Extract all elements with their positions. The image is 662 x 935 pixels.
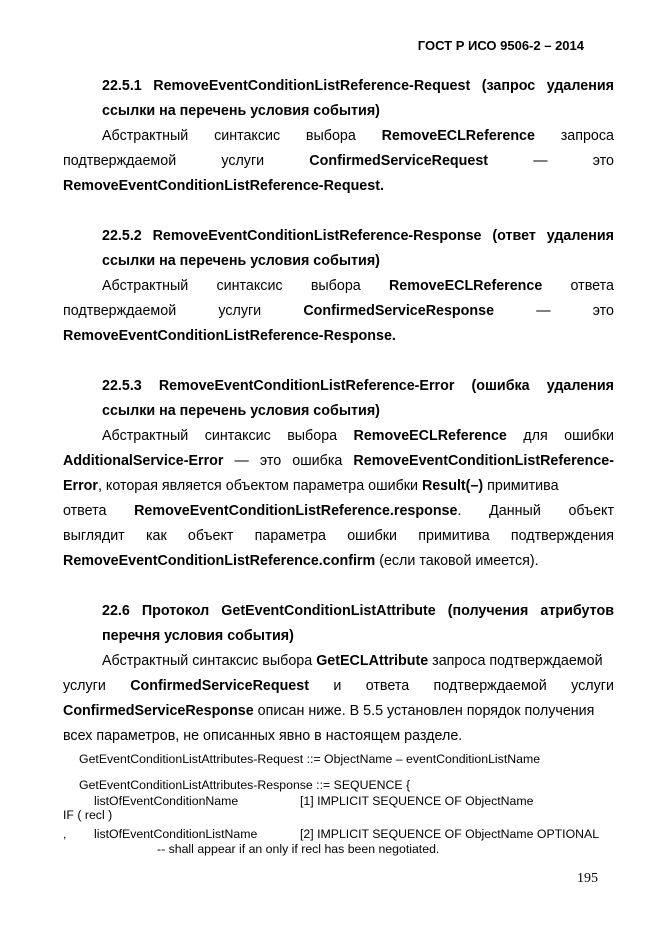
section-22-5-1-heading: 22.5.1 RemoveEventConditionListReference-Request (запрос удаления [102, 78, 614, 94]
section-22-6-body-line2: услуги ConfirmedServiceRequest и ответа подтверждаемой услуги [63, 678, 614, 694]
section-22-6-body-line4: всех параметров, не описанных явно в настоящем разделе. [63, 728, 463, 744]
asn1-separator: , [63, 827, 67, 841]
section-22-5-3-body-line4: ответа RemoveEventConditionListReference.response. Данный объект [63, 503, 614, 519]
section-22-5-3-body-line6: RemoveEventConditionListReference.confirm (если таковой имеется). [63, 553, 539, 569]
asn1-request-definition: GetEventConditionListAttributes-Request ::= ObjectName – eventConditionListName [79, 752, 541, 766]
section-22-5-2-body-line3: RemoveEventConditionListReference-Response. [63, 328, 396, 344]
section-22-5-2-heading-cont: ссылки на перечень условия события) [102, 253, 380, 269]
section-22-5-1-body: Абстрактный синтаксис выбора RemoveECLReference запроса [102, 128, 614, 144]
section-22-5-2-heading: 22.5.2 RemoveEventConditionListReference-Response (ответ удаления [102, 228, 614, 244]
section-22-5-1-body-line3: RemoveEventConditionListReference-Request. [63, 178, 384, 194]
section-22-6-heading: 22.6 Протокол GetEventConditionListAttribute (получения атрибутов [102, 603, 614, 619]
section-22-5-3-body-line2: AdditionalService-Error — это ошибка RemoveEventConditionListReference- [63, 453, 614, 469]
section-22-6-body-line3: ConfirmedServiceResponse описан ниже. В 5.5 установлен порядок получения [63, 703, 595, 719]
section-22-5-1-heading-cont: ссылки на перечень условия события) [102, 103, 380, 119]
standard-header: ГОСТ Р ИСО 9506-2 – 2014 [417, 38, 584, 53]
section-22-5-2-body-line2: подтверждаемой услуги ConfirmedServiceResponse — это [63, 303, 614, 319]
section-22-5-3-body: Абстрактный синтаксис выбора RemoveECLReference для ошибки [102, 428, 614, 444]
asn1-response-definition: GetEventConditionListAttributes-Response ::= SEQUENCE { [79, 778, 411, 792]
asn1-field-name: listOfEventConditionName [94, 794, 239, 808]
section-22-5-3-body-line3: Error, которая является объектом параметра ошибки Result(–) примитива [63, 478, 559, 494]
section-22-5-3-heading-cont: ссылки на перечень условия события) [102, 403, 380, 419]
section-22-5-1-body-line2: подтверждаемой услуги ConfirmedServiceRequest — это [63, 153, 614, 169]
page-number: 195 [577, 871, 598, 886]
asn1-comment: -- shall appear if an only if recl has been negotiated. [157, 842, 440, 856]
asn1-field-name: listOfEventConditionListName [94, 827, 258, 841]
asn1-field-type: [1] IMPLICIT SEQUENCE OF ObjectName [300, 794, 534, 808]
section-22-6-heading-cont: перечня условия события) [102, 628, 294, 644]
asn1-field-type: [2] IMPLICIT SEQUENCE OF ObjectName OPTIONAL [300, 827, 600, 841]
asn1-condition: IF ( recl ) [63, 808, 113, 822]
section-22-5-3-body-line5: выглядит как объект параметра ошибки примитива подтверждения [63, 528, 614, 544]
section-22-5-3-heading: 22.5.3 RemoveEventConditionListReference-Error (ошибка удаления [102, 378, 614, 394]
section-22-5-2-body: Абстрактный синтаксис выбора RemoveECLReference ответа [102, 278, 614, 294]
section-22-6-body: Абстрактный синтаксис выбора GetECLAttribute запроса подтверждаемой [102, 653, 603, 669]
